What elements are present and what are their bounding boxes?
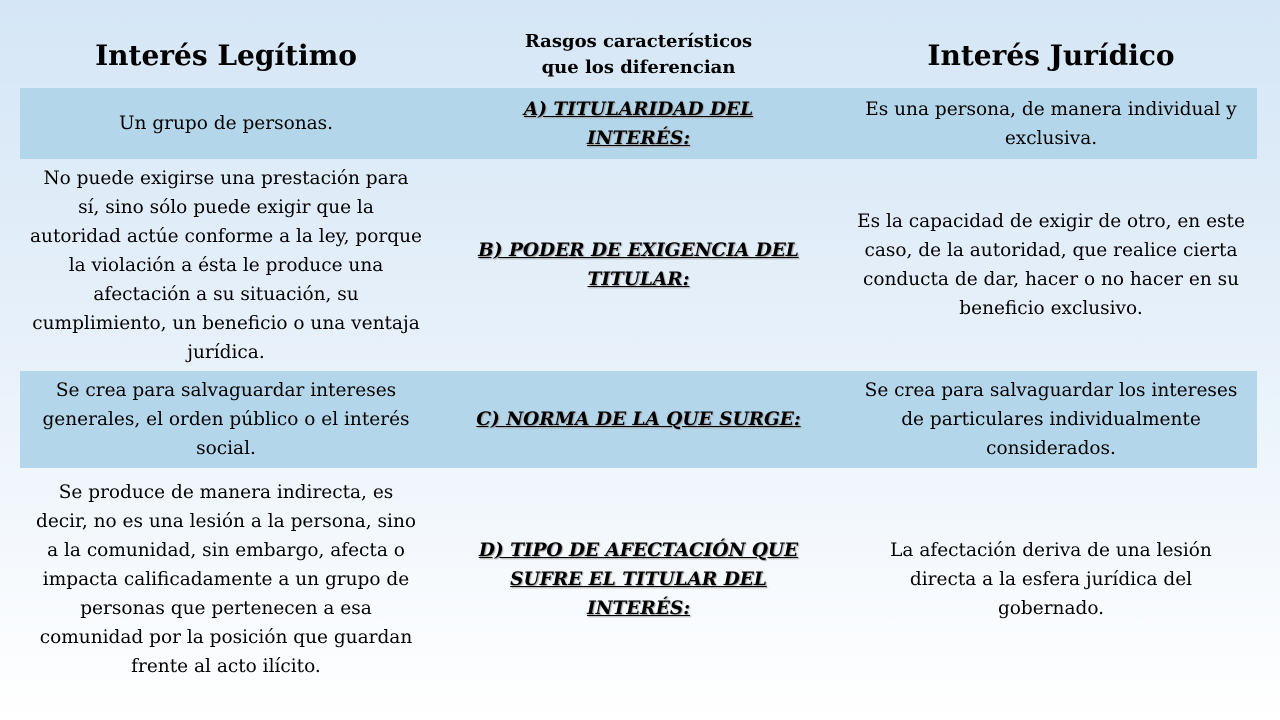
legal-interest-cell: Es una persona, de manera individual y exclusiva.: [865, 98, 1237, 149]
legitimate-interest-cell: Se produce de manera indirecta, es decir, no es una lesión a la persona, sino a la comunidad, sin embargo, afecta o impacta calificadamente a un grupo de personas que pertenecen a esa comunidad por la posición que guardan frente al acto ilícito.: [35, 481, 417, 677]
table-row-source-norm: [20, 371, 1257, 468]
header-distinguishing-features: Rasgos característicos que los diferencian: [524, 31, 753, 78]
legitimate-interest-cell: Un grupo de personas.: [118, 113, 334, 134]
legitimate-interest-cell: No puede exigirse una prestación para sí, sino sólo puede exigir que la autoridad actúe conforme a la ley, porque la violación a ésta le produce una afectación a su situación, su cumplimiento, un beneficio o una ventaja jurídica.: [30, 167, 422, 363]
feature-label: A) TITULARIDAD DEL INTERÉS:: [523, 98, 754, 149]
table-header: [20, 22, 1257, 88]
feature-label: B) PODER DE EXIGENCIA DEL TITULAR:: [478, 240, 799, 290]
legal-interest-cell: La afectación deriva de una lesión directa a la esfera jurídica del gobernado.: [890, 539, 1212, 619]
feature-label: C) NORMA DE LA QUE SURGE:: [476, 409, 801, 430]
table-row-type-of-harm: [20, 468, 1257, 690]
legal-interest-cell: Es la capacidad de exigir de otro, en este caso, de la autoridad, que realice cierta conducta de dar, hacer o no hacer en su beneficio exclusivo.: [857, 211, 1245, 319]
header-legitimate-interest: Interés Legítimo: [95, 38, 357, 72]
header-legal-interest: Interés Jurídico: [927, 38, 1175, 72]
table-row-ownership: [20, 88, 1257, 159]
table-row-enforcement-power: [20, 159, 1257, 371]
feature-label: D) TIPO DE AFECTACIÓN QUE SUFRE EL TITULAR DEL INTERÉS:: [478, 539, 799, 619]
legal-interest-cell: Se crea para salvaguardar los intereses de particulares individualmente considerados.: [864, 380, 1238, 459]
legitimate-interest-cell: Se crea para salvaguardar intereses generales, el orden público o el interés social.: [42, 380, 410, 459]
